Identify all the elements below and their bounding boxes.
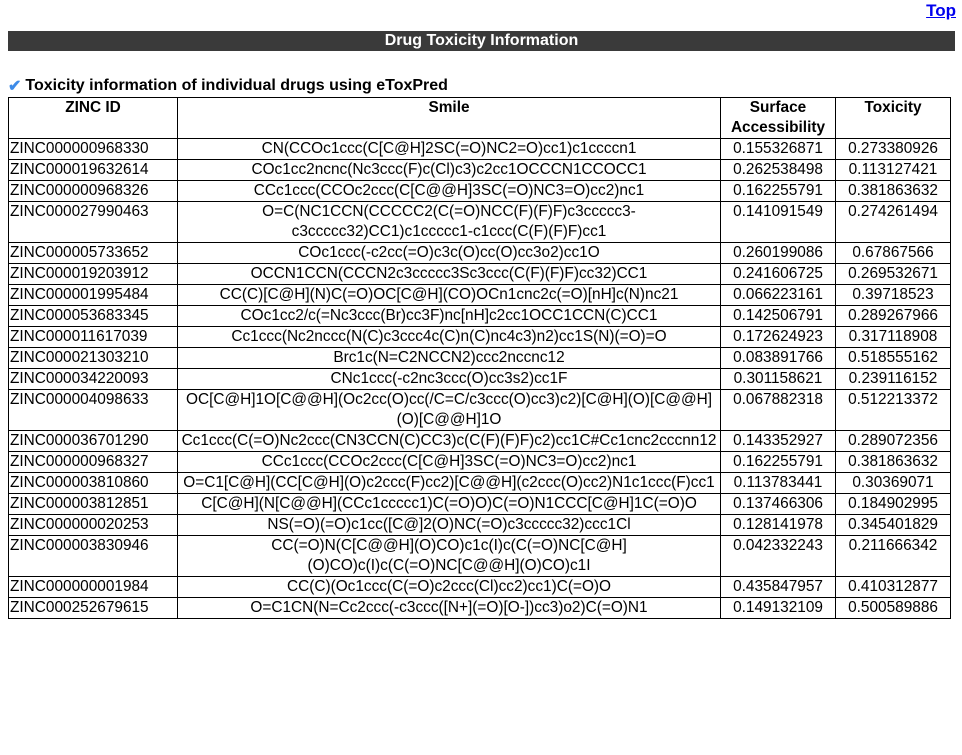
toxicity-cell: 0.410312877 (836, 577, 951, 598)
zinc-id-cell: ZINC000036701290 (9, 431, 178, 452)
section-title-text: Toxicity information of individual drugs using eToxPred (25, 77, 448, 94)
zinc-id-cell: ZINC000003810860 (9, 473, 178, 494)
column-header-smile: Smile (178, 98, 721, 139)
smile-cell: CNc1ccc(-c2nc3ccc(O)cc3s2)cc1F (178, 369, 721, 390)
smile-cell: CN(CCOc1ccc(C[C@H]2SC(=O)NC2=O)cc1)c1ccccn1 (178, 139, 721, 160)
toxicity-cell: 0.500589886 (836, 598, 951, 619)
table-row (9, 536, 951, 577)
surface-accessibility-cell: 0.137466306 (721, 494, 836, 515)
smile-cell: CC(C)(Oc1ccc(C(=O)c2ccc(Cl)cc2)cc1)C(=O)O (178, 577, 721, 598)
zinc-id-cell: ZINC000019632614 (9, 160, 178, 181)
zinc-id-cell: ZINC000001995484 (9, 285, 178, 306)
table-row (9, 577, 951, 598)
toxicity-cell: 0.381863632 (836, 452, 951, 473)
surface-accessibility-cell: 0.162255791 (721, 181, 836, 202)
toxicity-cell: 0.184902995 (836, 494, 951, 515)
zinc-id-cell: ZINC000005733652 (9, 243, 178, 264)
toxicity-cell: 0.239116152 (836, 369, 951, 390)
surface-accessibility-cell: 0.113783441 (721, 473, 836, 494)
toxicity-cell: 0.289072356 (836, 431, 951, 452)
smile-cell: CCc1ccc(CCOc2ccc(C[C@@H]3SC(=O)NC3=O)cc2)nc1 (178, 181, 721, 202)
toxicity-cell: 0.512213372 (836, 390, 951, 431)
toxicity-cell: 0.67867566 (836, 243, 951, 264)
toxicity-cell: 0.273380926 (836, 139, 951, 160)
section-title (8, 76, 448, 96)
smile-cell: Cc1ccc(Nc2nccc(N(C)c3ccc4c(C)n(C)nc4c3)n2)cc1S(N)(=O)=O (178, 327, 721, 348)
smile-cell: CC(=O)N(C[C@@H](O)CO)c1c(I)c(C(=O)NC[C@H](O)CO)c(I)c(C(=O)NC[C@@H](O)CO)c1I (178, 536, 721, 577)
table-row (9, 390, 951, 431)
surface-accessibility-cell: 0.066223161 (721, 285, 836, 306)
smile-cell: COc1cc2/c(=Nc3ccc(Br)cc3F)nc[nH]c2cc1OCC1CCN(C)CC1 (178, 306, 721, 327)
zinc-id-cell: ZINC000004098633 (9, 390, 178, 431)
table-row (9, 431, 951, 452)
zinc-id-cell: ZINC000011617039 (9, 327, 178, 348)
surface-accessibility-cell: 0.262538498 (721, 160, 836, 181)
zinc-id-cell: ZINC000053683345 (9, 306, 178, 327)
zinc-id-cell: ZINC000034220093 (9, 369, 178, 390)
zinc-id-cell: ZINC000000968326 (9, 181, 178, 202)
table-row (9, 181, 951, 202)
table-row (9, 202, 951, 243)
table-row (9, 515, 951, 536)
zinc-id-cell: ZINC000021303210 (9, 348, 178, 369)
top-link[interactable]: Top (926, 1, 956, 20)
table-row (9, 306, 951, 327)
surface-accessibility-cell: 0.142506791 (721, 306, 836, 327)
smile-cell: Cc1ccc(C(=O)Nc2ccc(CN3CCN(C)CC3)c(C(F)(F)F)c2)cc1C#Cc1cnc2cccnn12 (178, 431, 721, 452)
toxicity-cell: 0.39718523 (836, 285, 951, 306)
zinc-id-cell: ZINC000000001984 (9, 577, 178, 598)
surface-accessibility-cell: 0.155326871 (721, 139, 836, 160)
smile-cell: O=C(NC1CCN(CCCCC2(C(=O)NCC(F)(F)F)c3ccccc3-c3ccccc32)CC1)c1ccccc1-c1ccc(C(F)(F)F)cc1 (178, 202, 721, 243)
toxicity-cell: 0.289267966 (836, 306, 951, 327)
toxicity-cell: 0.381863632 (836, 181, 951, 202)
table-row (9, 598, 951, 619)
table-row (9, 243, 951, 264)
table-row (9, 494, 951, 515)
smile-cell: O=C1CN(N=Cc2ccc(-c3ccc([N+](=O)[O-])cc3)o2)C(=O)N1 (178, 598, 721, 619)
table-row (9, 327, 951, 348)
smile-cell: NS(=O)(=O)c1cc([C@]2(O)NC(=O)c3ccccc32)ccc1Cl (178, 515, 721, 536)
toxicity-cell: 0.518555162 (836, 348, 951, 369)
zinc-id-cell: ZINC000252679615 (9, 598, 178, 619)
surface-accessibility-cell: 0.042332243 (721, 536, 836, 577)
zinc-id-cell: ZINC000019203912 (9, 264, 178, 285)
smile-cell: Brc1c(N=C2NCCN2)ccc2nccnc12 (178, 348, 721, 369)
surface-accessibility-cell: 0.083891766 (721, 348, 836, 369)
table-row (9, 160, 951, 181)
table-row (9, 348, 951, 369)
table-row (9, 452, 951, 473)
toxicity-cell: 0.211666342 (836, 536, 951, 577)
toxicity-cell: 0.30369071 (836, 473, 951, 494)
column-header-surface-accessibility: Surface Accessibility (721, 98, 836, 139)
surface-accessibility-cell: 0.241606725 (721, 264, 836, 285)
zinc-id-cell: ZINC000000968330 (9, 139, 178, 160)
zinc-id-cell: ZINC000003830946 (9, 536, 178, 577)
toxicity-cell: 0.317118908 (836, 327, 951, 348)
surface-accessibility-cell: 0.260199086 (721, 243, 836, 264)
zinc-id-cell: ZINC000003812851 (9, 494, 178, 515)
smile-cell: C[C@H](N[C@@H](CCc1ccccc1)C(=O)O)C(=O)N1CCC[C@H]1C(=O)O (178, 494, 721, 515)
surface-accessibility-cell: 0.128141978 (721, 515, 836, 536)
toxicity-cell: 0.345401829 (836, 515, 951, 536)
smile-cell: OCCN1CCN(CCCN2c3ccccc3Sc3ccc(C(F)(F)F)cc32)CC1 (178, 264, 721, 285)
drug-toxicity-banner: Drug Toxicity Information (8, 31, 955, 51)
zinc-id-cell: ZINC000027990463 (9, 202, 178, 243)
smile-cell: CCc1ccc(CCOc2ccc(C[C@H]3SC(=O)NC3=O)cc2)nc1 (178, 452, 721, 473)
table-row (9, 285, 951, 306)
surface-accessibility-cell: 0.067882318 (721, 390, 836, 431)
toxicity-cell: 0.274261494 (836, 202, 951, 243)
toxicity-cell: 0.113127421 (836, 160, 951, 181)
table-row (9, 139, 951, 160)
smile-cell: COc1ccc(-c2cc(=O)c3c(O)cc(O)cc3o2)cc1O (178, 243, 721, 264)
surface-accessibility-cell: 0.435847957 (721, 577, 836, 598)
smile-cell: COc1cc2ncnc(Nc3ccc(F)c(Cl)c3)c2cc1OCCCN1CCOCC1 (178, 160, 721, 181)
surface-accessibility-cell: 0.141091549 (721, 202, 836, 243)
surface-accessibility-cell: 0.162255791 (721, 452, 836, 473)
smile-cell: O=C1[C@H](CC[C@H](O)c2ccc(F)cc2)[C@@H](c2ccc(O)cc2)N1c1ccc(F)cc1 (178, 473, 721, 494)
smile-cell: CC(C)[C@H](N)C(=O)OC[C@H](CO)OCn1cnc2c(=O)[nH]c(N)nc21 (178, 285, 721, 306)
column-header-toxicity: Toxicity (836, 98, 951, 139)
table-row (9, 264, 951, 285)
surface-accessibility-cell: 0.172624923 (721, 327, 836, 348)
table-row (9, 473, 951, 494)
zinc-id-cell: ZINC000000968327 (9, 452, 178, 473)
smile-cell: OC[C@H]1O[C@@H](Oc2cc(O)cc(/C=C/c3ccc(O)cc3)c2)[C@H](O)[C@@H](O)[C@@H]1O (178, 390, 721, 431)
surface-accessibility-cell: 0.149132109 (721, 598, 836, 619)
table-header-row (9, 98, 951, 139)
zinc-id-cell: ZINC000000020253 (9, 515, 178, 536)
column-header-zinc-id: ZINC ID (9, 98, 178, 139)
surface-accessibility-cell: 0.301158621 (721, 369, 836, 390)
surface-accessibility-cell: 0.143352927 (721, 431, 836, 452)
checkmark-icon: ✔ (8, 78, 22, 95)
toxicity-table (8, 97, 951, 619)
table-row (9, 369, 951, 390)
toxicity-cell: 0.269532671 (836, 264, 951, 285)
